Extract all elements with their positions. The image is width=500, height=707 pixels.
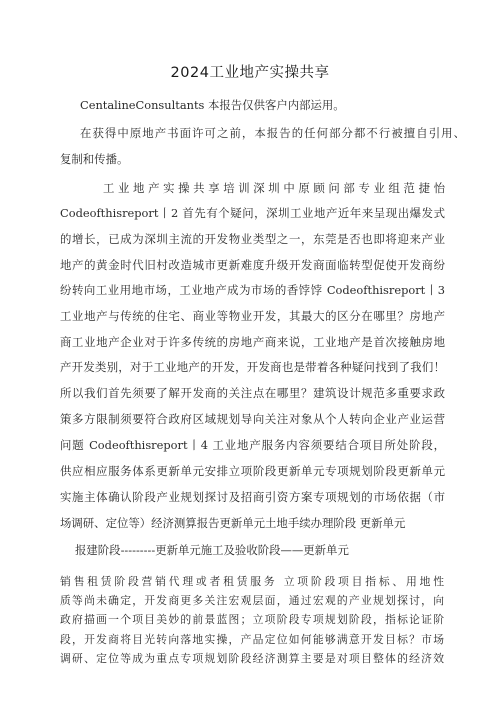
- paragraph-line: 所以我们首先须要了解开发商的关注点在哪里？建筑设计规范多重要求政: [60, 386, 445, 400]
- paragraph-line: 复制和传播。: [60, 152, 129, 166]
- paragraph-line: 在获得中原地产书面许可之前，本报告的任何部分都不行被擅自引用、: [80, 126, 465, 140]
- paragraph-line: 商工业地产企业对于许多传统的房地产商来说，工业地产是首次接触房地: [60, 335, 445, 349]
- paragraph-line: 产开发类别，对于工业地产的开发，开发商也是带着各种疑问找到了我们！: [60, 360, 445, 374]
- paragraph-line: 纷转向工业用地市场，工业地产成为市场的香饽饽 Codeofthisreport丨3: [60, 283, 445, 297]
- paragraph-line: CentalineConsultants 本报告仅供客户内部运用。: [80, 98, 345, 112]
- paragraph-line: 策多方限制须要符合政府区域规划导向关注对象从个人转向企业产业运营: [60, 412, 445, 426]
- page-title: 2024工业地产实操共享: [170, 65, 330, 81]
- paragraph-line: 的增长，已成为深圳主流的开发物业类型之一，东莞是否也即将迎来产业: [60, 232, 445, 246]
- paragraph-line: 工业地产与传统的住宅、商业等物业开发，其最大的区分在哪里？房地产: [60, 309, 445, 323]
- paragraph-line: 问题 Codeofthisreport丨4 工业地产服务内容须要结合项目所处阶段，: [60, 438, 445, 452]
- paragraph-line: 段，开发商将目光转向落地实操，产品定位如何能够满意开发目标？市场: [60, 633, 444, 646]
- paragraph-line: 实施主体确认阶段产业规划探讨及招商引资方案专项规划的市场依据（市: [60, 490, 445, 504]
- paragraph-line: 供应相应服务体系更新单元安排立项阶段更新单元专项规划阶段更新单元: [60, 464, 445, 478]
- paragraph-line: 场调研、定位等）经济测算报告更新单元土地手续办理阶段 更新单元: [60, 516, 406, 530]
- paragraph-line: 报建阶段---------更新单元施工及验收阶段——更新单元: [75, 543, 349, 557]
- paragraph-line: 地产的黄金时代旧村改造城市更新难度升级开发商面临转型促使开发商纷: [60, 258, 445, 272]
- paragraph-line: Codeofthisreport丨2 首先有个疑问，深圳工业地产近年来呈现出爆发式: [60, 206, 445, 220]
- paragraph-line: 调研、定位等成为重点专项规划阶段经济测算主要是对项目整体的经济效: [60, 652, 444, 665]
- paragraph-line: 质等尚未确定，开发商更多关注宏观层面，通过宏观的产业规划探讨，向: [60, 594, 444, 607]
- paragraph-line: 销售租赁阶段营销代理或者租赁服务 立项阶段项目指标、用地性: [60, 575, 444, 588]
- paragraph-line: 工业地产实操共享培训深圳中原顾问部专业组范捷怡: [103, 181, 445, 195]
- paragraph-line: 政府描画一个项目美妙的前景蓝图；立项阶段专项规划阶段，指标论证阶: [60, 613, 444, 626]
